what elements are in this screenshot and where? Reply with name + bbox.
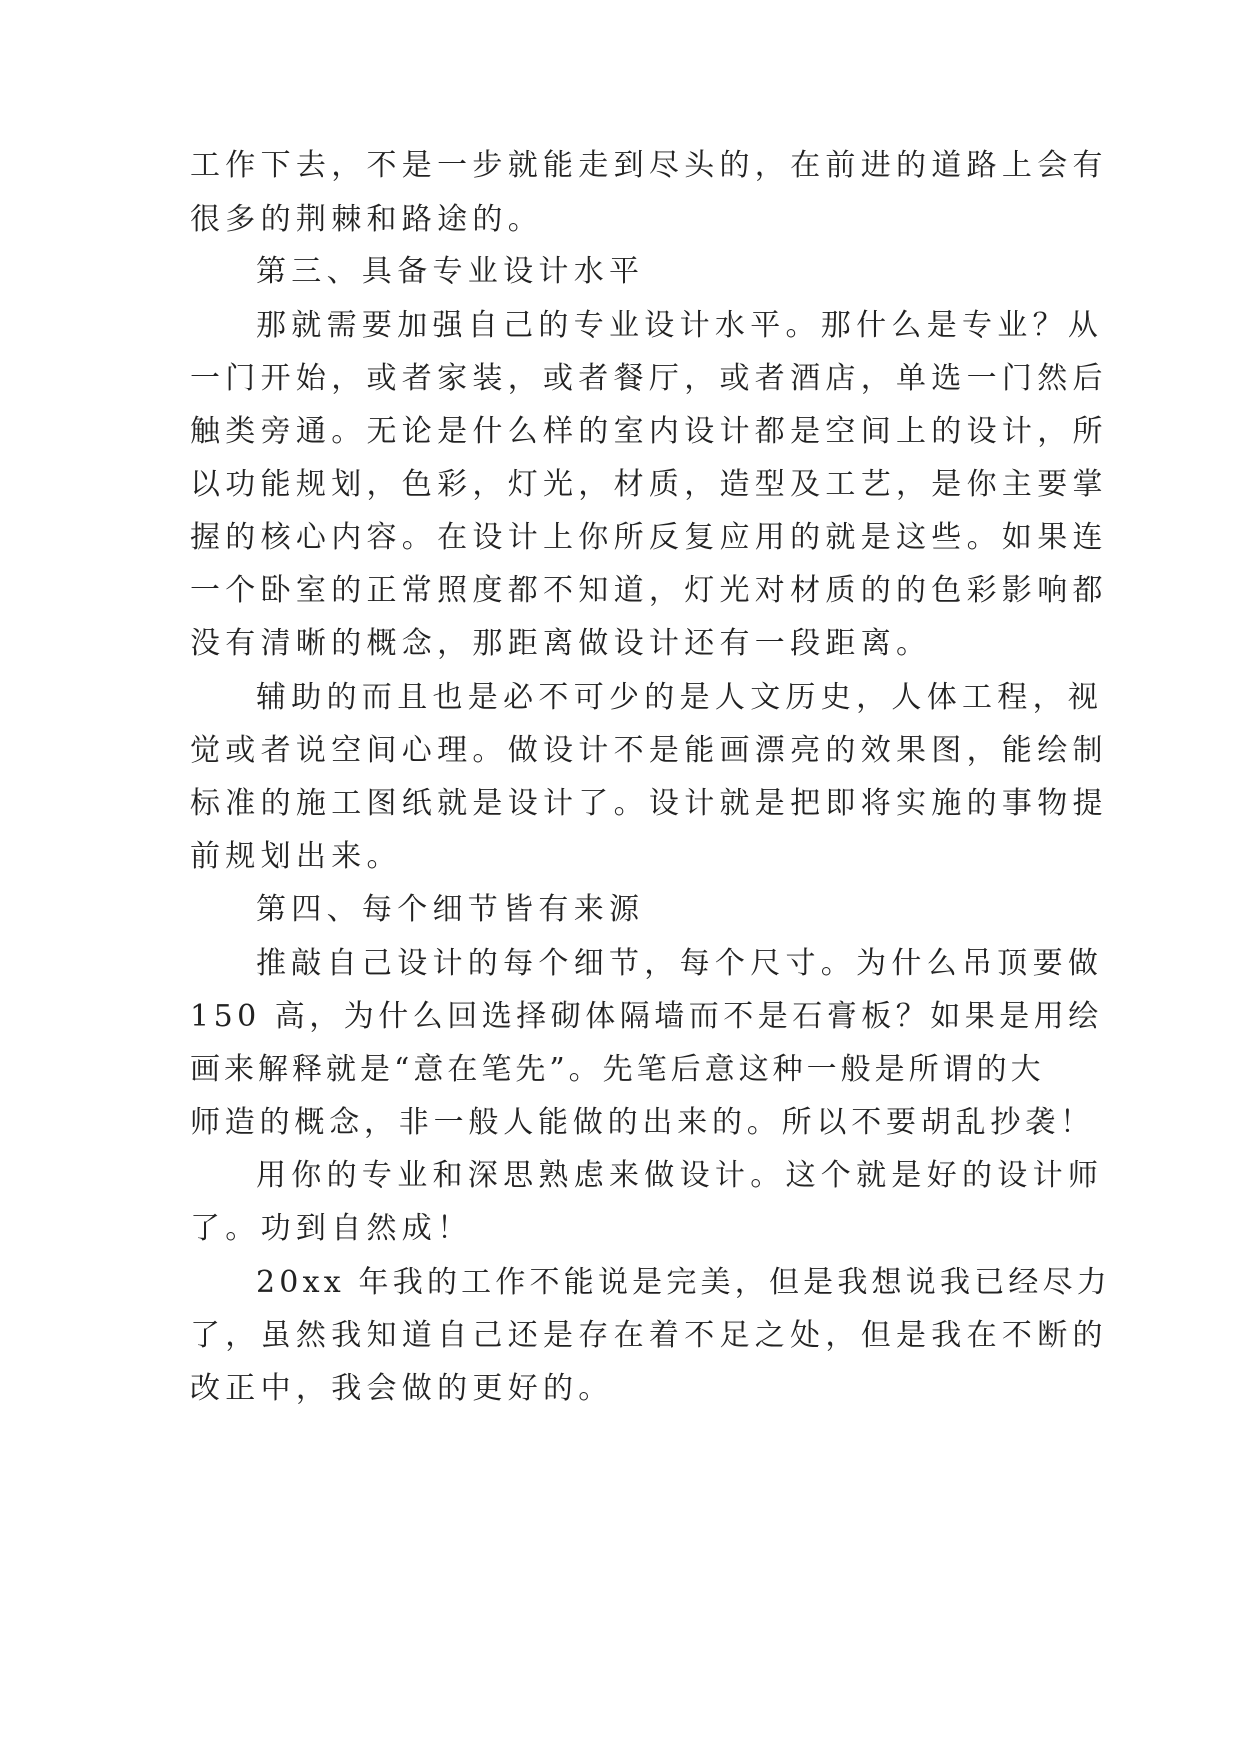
paragraph-line: 觉或者说空间心理。做设计不是能画漂亮的效果图，能绘制 [190,733,1108,768]
paragraph-line: 了，虽然我知道自己还是存在着不足之处，但是我在不断的 [190,1318,1108,1353]
paragraph-line: 没有清晰的概念，那距离做设计还有一段距离。 [190,626,932,661]
paragraph-line: 以功能规划，色彩，灯光，材质，造型及工艺，是你主要掌 [190,467,1108,502]
paragraph-line: 握的核心内容。在设计上你所反复应用的就是这些。如果连 [190,520,1108,555]
paragraph-line: 20xx 年我的工作不能说是完美，但是我想说我已经尽力 [256,1265,1111,1300]
paragraph-line: 画来解释就是“意在笔先”。先笔后意这种一般是所谓的大 [190,1052,1045,1087]
paragraph-line: 辅助的而且也是必不可少的是人文历史，人体工程，视 [256,680,1104,715]
paragraph-line: 一门开始，或者家装，或者餐厅，或者酒店，单选一门然后 [190,361,1108,396]
paragraph-line: 前规划出来。 [190,839,402,874]
paragraph-line: 一个卧室的正常照度都不知道，灯光对材质的的色彩影响都 [190,573,1108,608]
paragraph-line: 改正中，我会做的更好的。 [190,1371,614,1406]
paragraph-line: 师造的概念，非一般人能做的出来的。所以不要胡乱抄袭！ [190,1105,1095,1140]
paragraph-line: 了。功到自然成！ [190,1211,473,1246]
section-heading: 第三、具备专业设计水平 [256,254,645,289]
paragraph-line: 触类旁通。无论是什么样的室内设计都是空间上的设计，所 [190,414,1108,449]
paragraph-line: 推敲自己设计的每个细节，每个尺寸。为什么吊顶要做 [256,946,1104,981]
paragraph-line: 150 高，为什么回选择砌体隔墙而不是石膏板？如果是用绘 [190,999,1103,1034]
paragraph-line: 工作下去，不是一步就能走到尽头的，在前进的道路上会有 [190,148,1108,183]
paragraph-line: 很多的荆棘和路途的。 [190,202,543,237]
paragraph-line: 用你的专业和深思熟虑来做设计。这个就是好的设计师 [256,1158,1104,1193]
paragraph-line: 那就需要加强自己的专业设计水平。那什么是专业？从 [256,308,1104,343]
section-heading: 第四、每个细节皆有来源 [256,892,645,927]
paragraph-line: 标准的施工图纸就是设计了。设计就是把即将实施的事物提 [190,786,1108,821]
